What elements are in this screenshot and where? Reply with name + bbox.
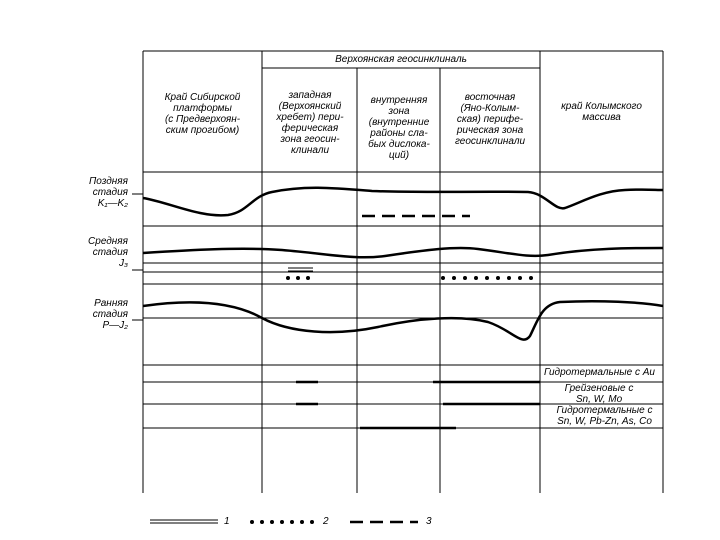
deposit-label-hydro-poly: Гидротермальные с Sn, W, Pb-Zn, As, Co: [556, 405, 653, 427]
middle-stage-curve: [143, 248, 663, 257]
early-stage-curve: [143, 301, 663, 339]
stage-label-late: Поздняя стадия K₁—K₂: [89, 176, 128, 209]
group-title: Верхоянская геосинклиналь: [335, 54, 467, 65]
legend-label-1: 1: [224, 516, 230, 527]
deposit-label-au: Гидротермальные с Au: [544, 367, 655, 378]
late-stage-curve: [143, 188, 663, 216]
column-header-siberian: Край Сибирской платформы (с Предверхоян- ским прогибом): [164, 92, 241, 136]
dotted-mark-east: [441, 276, 533, 280]
column-header-eastern: восточная (Яно-Колым- ская) перифе- рическая зона геосинклинали: [454, 92, 526, 147]
deposit-label-greisen: Грейзеновые с Sn, W, Mo: [564, 383, 634, 405]
dotted-mark-west: [286, 276, 310, 280]
column-header-inner: внутренняя зона (внутренние районы сла- бых дислока- ций): [368, 95, 430, 161]
legend-dotted-line: [250, 520, 314, 524]
stage-label-early: Ранняя стадия P—J₂: [92, 298, 128, 331]
legend-label-3: 3: [426, 516, 432, 527]
legend-label-2: 2: [323, 516, 329, 527]
stage-label-middle: Средняя стадия J₃: [88, 236, 128, 269]
column-header-kolyma: край Колымского массива: [561, 101, 642, 123]
column-header-western: западная (Верхоянский хребет) пери- ферическая зона геосин- клинали: [276, 90, 344, 156]
